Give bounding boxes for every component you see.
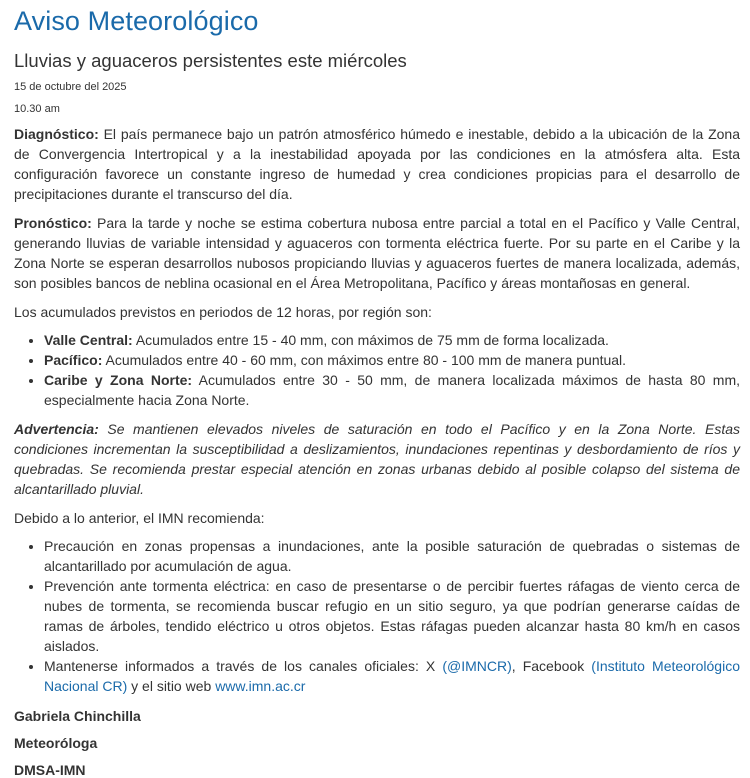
facebook-link[interactable]: (Instituto Meteorológico Nacional CR) <box>44 658 740 694</box>
region-label: Caribe y Zona Norte: <box>44 372 193 388</box>
acumulados-intro: Los acumulados previstos en periodos de 12 horas, por región son: <box>14 304 432 320</box>
diagnostico-text: El país permanece bajo un patrón atmosférico húmedo e inestable, debido a la ubicación de la Zona de Convergencia Intertropical y a la inestabilidad apoyada por las condiciones en la atmósfera alta. Esta configuración favorece un constante ingreso de humedad y crea condiciones propicias para el desarrollo de precipitaciones durante el transcurso del día. <box>14 126 740 202</box>
pronostico-paragraph <box>14 213 740 293</box>
acumulados-list <box>14 330 740 410</box>
signature-name: Gabriela Chinchilla <box>14 708 141 724</box>
region-text: Acumulados entre 30 - 50 mm, de manera localizada máximos de hasta 80 mm, especialmente hacia Zona Norte. <box>44 372 740 408</box>
region-label: Pacífico: <box>44 352 103 368</box>
website-link[interactable]: www.imn.ac.cr <box>215 678 306 694</box>
diagnostico-label: Diagnóstico: <box>14 126 99 142</box>
recomendaciones-intro: Debido a lo anterior, el IMN recomienda: <box>14 510 265 526</box>
channels-middle: , Facebook <box>511 658 592 674</box>
publish-time: 10.30 am <box>14 103 60 115</box>
x-link[interactable]: (@IMNCR) <box>442 658 512 674</box>
list-item: • Precaución en zonas propensas a inundaciones, ante la posible saturación de quebradas o sistemas de alcantarillado por acumulación de agua. <box>44 536 740 576</box>
list-item <box>44 656 740 696</box>
advertencia-text: Se mantienen elevados niveles de saturación en todo el Pacífico y en la Zona Norte. Estas condiciones incrementan la susceptibilidad a deslizamientos, inundaciones repentinas y desbordamiento de ríos y quebradas. Se recomienda prestar especial atención en zonas urbanas debido al posible colapso del sistema de alcantarillado pluvial. <box>14 421 740 497</box>
region-text: Acumulados entre 15 - 40 mm, con máximos de 75 mm de forma localizada. <box>132 332 609 348</box>
region-label: Valle Central: <box>44 332 133 348</box>
list-item <box>44 370 740 410</box>
channels-prefix: Mantenerse informados a través de los canales oficiales: X <box>44 658 443 674</box>
pronostico-label: Pronóstico: <box>14 215 92 231</box>
signature-role: Meteoróloga <box>14 735 98 751</box>
list-item: • Prevención ante tormenta eléctrica: en caso de presentarse o de percibir fuertes ráfagas de viento cerca de nubes de tormenta, se recomienda buscar refugio en un sitio seguro, ya que podrían generarse caídas de ramas de árboles, tendido eléctrico u otros objetos. Estas ráfagas pueden alcanzar hasta 80 km/h en casos aislados. <box>44 576 740 656</box>
recomendaciones-list <box>14 536 740 696</box>
signature-dept: DMSA-IMN <box>14 762 86 778</box>
page-subtitle: Lluvias y aguaceros persistentes este miércoles <box>14 50 407 71</box>
list-item <box>44 350 740 370</box>
web-prefix: y el sitio web <box>127 678 216 694</box>
page-title: Aviso Meteorológico <box>14 6 259 36</box>
diagnostico-paragraph <box>14 124 740 204</box>
pronostico-text: Para la tarde y noche se estima cobertura nubosa entre parcial a total en el Pacífico y Valle Central, generando lluvias de variable intensidad y aguaceros con tormenta eléctrica fuerte. Por su parte en el Caribe y la Zona Norte se esperan desarrollos nubosos propiciando lluvias y aguaceros fuertes de manera localizada, además, son posibles bancos de neblina ocasional en el Área Metropolitana, Pacífico y áreas montañosas en general. <box>14 215 740 291</box>
advertencia-label: Advertencia: <box>14 421 99 437</box>
advertencia-paragraph <box>14 419 740 499</box>
list-item <box>44 330 740 350</box>
region-text: Acumulados entre 40 - 60 mm, con máximos entre 80 - 100 mm de manera puntual. <box>102 352 627 368</box>
publish-date: 15 de octubre del 2025 <box>14 81 127 93</box>
